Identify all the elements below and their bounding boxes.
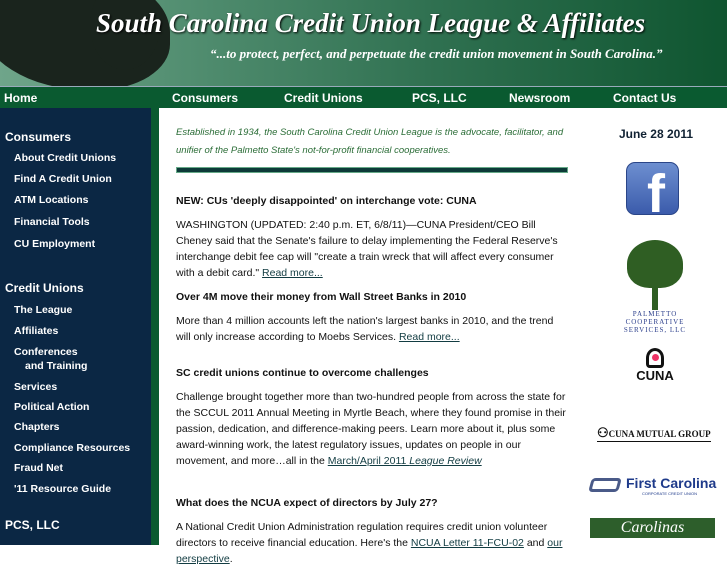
article-body-text: and: [523, 537, 548, 549]
site-title: South Carolina Credit Union League & Affiliates: [96, 8, 646, 38]
divider: [176, 167, 568, 173]
read-more-link[interactable]: Read more...: [262, 267, 323, 279]
nav-contact-us[interactable]: Contact Us: [613, 91, 677, 105]
article-body: More than 4 million accounts left the nation's largest banks in 2010, and the trend will only increase according to Moebs Services.: [176, 315, 554, 343]
article-body: A National Credit Union Administration regulation requires credit union volunteer directors to receive financial education. Here's the: [176, 521, 548, 549]
sidebar-item-affiliates[interactable]: Affiliates: [14, 325, 59, 337]
site-tagline: “...to protect, perfect, and perpetuate the credit union movement in South Carolina.”: [210, 46, 663, 61]
sidebar-section-consumers[interactable]: Consumers: [5, 130, 72, 144]
sidebar-item-find-a-credit-union[interactable]: Find A Credit Union: [14, 173, 112, 185]
cuna-mutual-logo[interactable]: ⚇CUNA MUTUAL GROUP: [597, 425, 711, 440]
article-title[interactable]: NEW: CUs 'deeply disappointed' on interchange vote: CUNA: [176, 195, 477, 207]
article: [176, 289, 568, 345]
league-review-link[interactable]: [328, 455, 482, 467]
article: [176, 495, 568, 567]
sidebar-divider: [151, 108, 159, 545]
sidebar-item-the-league[interactable]: The League: [14, 304, 73, 316]
facebook-icon[interactable]: f: [626, 162, 679, 215]
cuna-logo-text: CUNA: [636, 368, 674, 383]
article-title[interactable]: What does the NCUA expect of directors by July 27?: [176, 497, 438, 509]
intro-text: Established in 1934, the South Carolina Credit Union League is the advocate, facilitator, and unifier of the Palmetto State's not-for-profit financial cooperatives.: [176, 127, 564, 156]
article-title[interactable]: Over 4M move their money from Wall Street Banks in 2010: [176, 291, 467, 303]
sidebar-section-pcs[interactable]: PCS, LLC: [5, 518, 60, 532]
sidebar-item-compliance-resources[interactable]: Compliance Resources: [14, 442, 131, 454]
ncua-letter-link[interactable]: NCUA Letter 11-FCU-02: [410, 537, 524, 549]
sidebar-item-fraud-net[interactable]: Fraud Net: [14, 462, 64, 474]
first-carolina-logo[interactable]: [590, 475, 720, 499]
sidebar-item-resource-guide[interactable]: '11 Resource Guide: [14, 483, 112, 495]
nav-consumers[interactable]: Consumers: [172, 91, 239, 105]
palmetto-logo-text: PALMETTO COOPERATIVE SERVICES, LLC: [623, 310, 687, 334]
palmetto-logo[interactable]: [605, 235, 705, 334]
main-content: [176, 124, 568, 567]
article-title[interactable]: SC credit unions continue to overcome challenges: [176, 367, 429, 379]
site-header: [0, 0, 727, 86]
our-perspective-link[interactable]: our perspective: [176, 537, 563, 565]
sidebar-item-cu-employment[interactable]: CU Employment: [14, 238, 96, 250]
first-carolina-logo-subtext: CORPORATE CREDIT UNION: [642, 491, 697, 496]
article: [176, 365, 568, 469]
article-body-text: .: [229, 553, 233, 565]
sidebar-section-credit-unions[interactable]: Credit Unions: [5, 281, 84, 295]
read-more-link[interactable]: Read more...: [398, 331, 460, 343]
nav-pcs[interactable]: PCS, LLC: [412, 91, 467, 105]
nav-home[interactable]: Home: [4, 91, 38, 105]
current-date: June 28 2011: [618, 127, 694, 141]
sidebar: [0, 108, 151, 545]
carolinas-logo-text: Carolinas: [620, 519, 685, 536]
sidebar-item-atm-locations[interactable]: ATM Locations: [14, 194, 89, 206]
sidebar-item-services[interactable]: Services: [14, 381, 58, 393]
main-nav: [0, 86, 727, 108]
sidebar-item-political-action[interactable]: Political Action: [14, 401, 90, 413]
carolinas-logo[interactable]: [590, 518, 715, 538]
cuna-logo[interactable]: [625, 348, 685, 393]
sidebar-item-about-credit-unions[interactable]: About Credit Unions: [14, 152, 117, 164]
right-column: [585, 120, 727, 536]
sidebar-item-and-training[interactable]: and Training: [25, 360, 88, 372]
nav-newsroom[interactable]: Newsroom: [509, 91, 571, 105]
nav-credit-unions[interactable]: Credit Unions: [284, 91, 363, 105]
sidebar-item-financial-tools[interactable]: Financial Tools: [14, 216, 90, 228]
article: [176, 193, 568, 281]
first-carolina-logo-text: First Carolina: [626, 475, 717, 491]
article-body: WASHINGTON (UPDATED: 2:40 p.m. ET, 6/8/11)—CUNA President/CEO Bill Cheney said that the Senate's failure to delay implementing the Federal Reserve's interchange debit fee cap will "create a train wreck that will affect every consumer with a debit card.": [176, 219, 558, 279]
link-text: March/April 2011: [327, 455, 410, 467]
cuna-mutual-logo-text: CUNA MUTUAL GROUP: [608, 429, 711, 439]
link-text-italic: League Review: [409, 455, 482, 467]
sidebar-item-chapters[interactable]: Chapters: [14, 421, 60, 433]
sidebar-item-conferences[interactable]: Conferences: [14, 346, 78, 358]
article-body: Challenge brought together more than two-hundred people from across the state for the SCCUL 2011 Annual Meeting in Myrtle Beach, where they found promise in their passion, dedication, and difference-making peers. Learn more about it, plus some award-winning work, the latest regulatory issues, updates on people in our movement, and more…all in the: [176, 391, 566, 467]
